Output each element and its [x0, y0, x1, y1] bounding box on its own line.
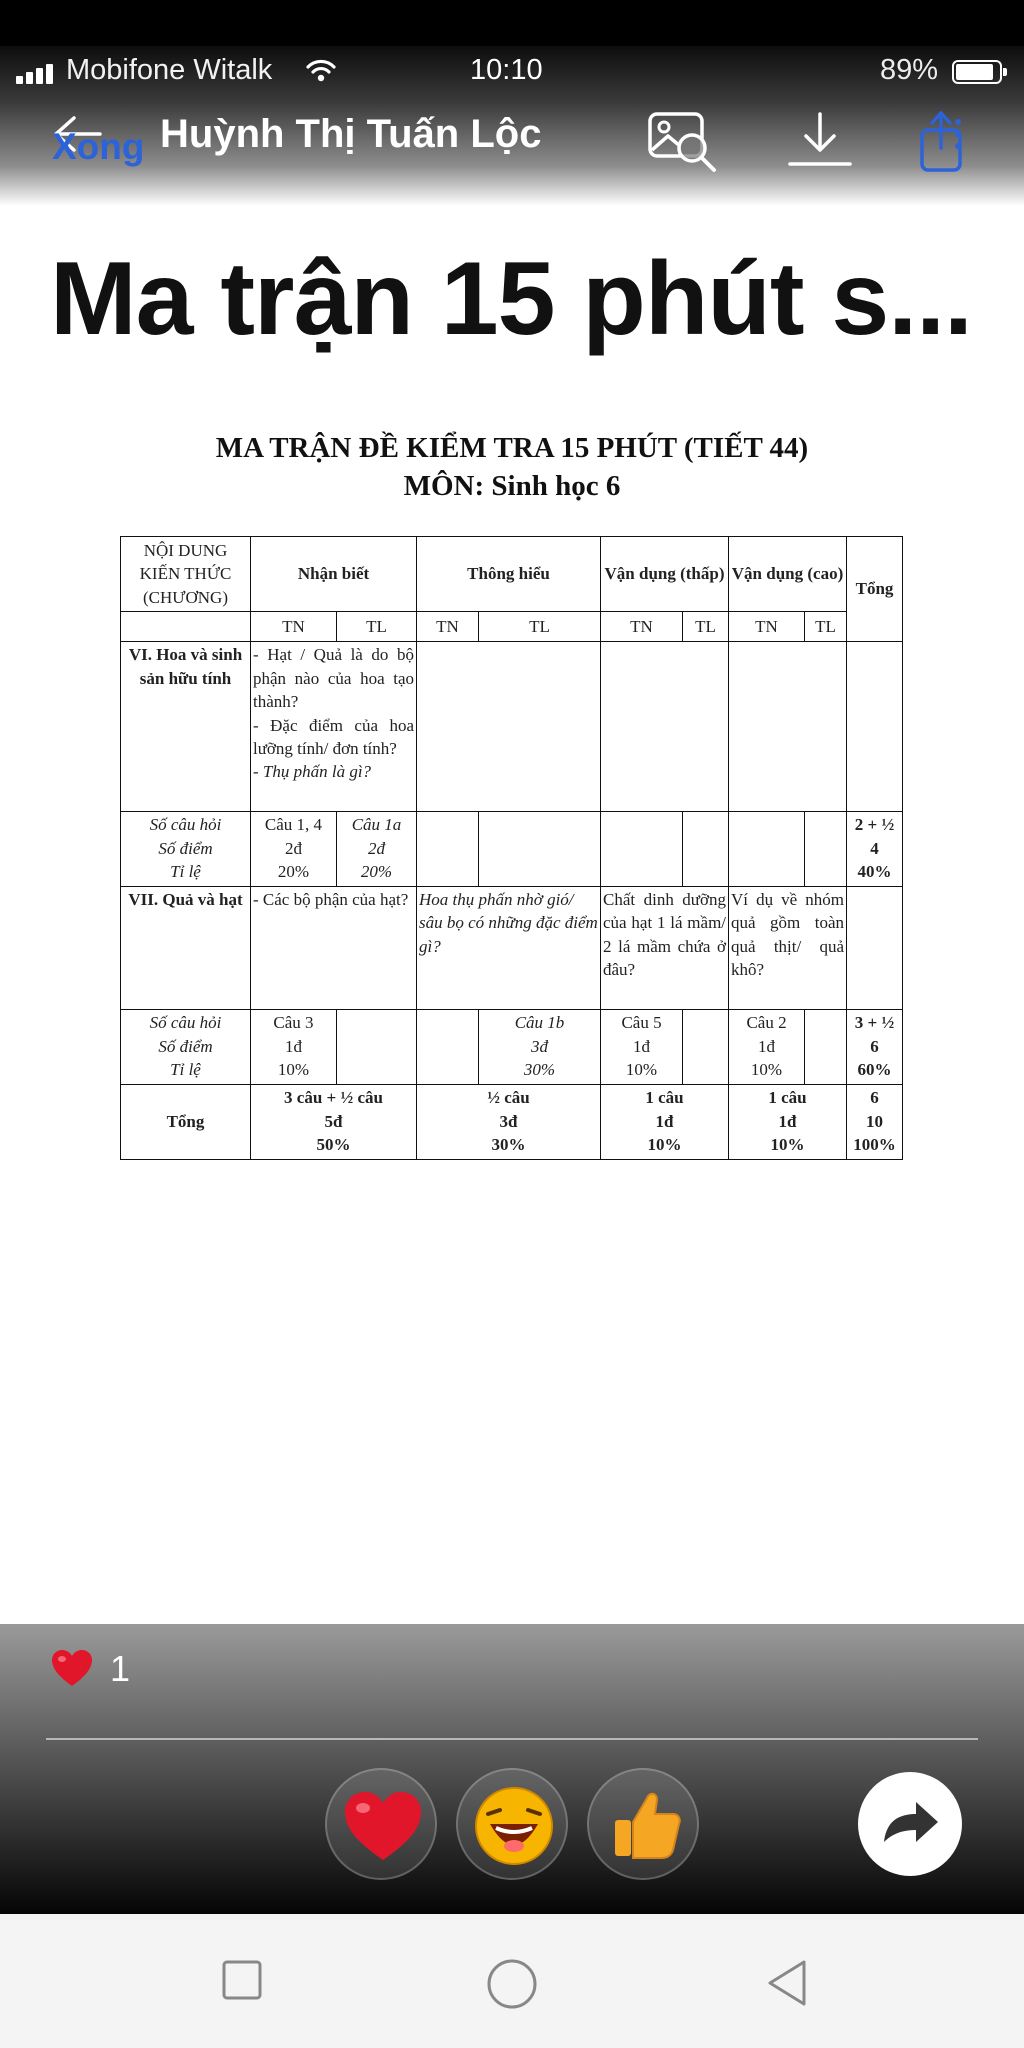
- chapter-7-van-dung-thap: Chất dinh dưỡng của hạt 1 lá mầm/ 2 lá mầm chứa ở đâu?: [601, 886, 729, 1009]
- header-cell-nhan-biet: Nhận biết: [251, 537, 417, 612]
- recents-icon[interactable]: [222, 1960, 262, 2000]
- subheader-tl: TL: [479, 611, 601, 641]
- table-cell: [805, 1010, 847, 1085]
- status-bar: [0, 46, 1024, 96]
- chapter-7-vdc-stats: Câu 2 1đ 10%: [729, 1010, 805, 1085]
- exam-matrix-table: [120, 536, 903, 1160]
- chapter-7-vdt-stats: Câu 5 1đ 10%: [601, 1010, 683, 1085]
- share-icon[interactable]: [908, 108, 984, 174]
- table-cell: [417, 1010, 479, 1085]
- table-row-chapter-7: [121, 886, 903, 1009]
- image-search-icon[interactable]: [646, 108, 722, 174]
- table-row-chapter-6: [121, 642, 903, 812]
- chapter-7-th-tl-stats: Câu 1b 3đ 30%: [479, 1010, 601, 1085]
- table-cell: [847, 886, 903, 1009]
- chapter-6-nb-item: - Hạt / Quả là do bộ phận nào của hoa tạo thành?: [253, 645, 415, 712]
- table-row-chapter-6-stats: [121, 812, 903, 887]
- carrier-name: Mobifone Witalk: [66, 54, 273, 86]
- table-cell: [729, 812, 805, 887]
- chapter-6-total-stats: 2 + ½ 4 40%: [847, 812, 903, 887]
- back-icon[interactable]: [764, 1958, 810, 2008]
- chapter-7-total-stats: 3 + ½ 6 60%: [847, 1010, 903, 1085]
- header-cell-tong: Tổng: [847, 537, 903, 642]
- laugh-reaction-icon: [458, 1770, 570, 1882]
- home-icon[interactable]: [486, 1958, 538, 2010]
- total-label: Tổng: [121, 1085, 251, 1160]
- table-cell: [121, 611, 251, 641]
- chapter-6-nb-item: - Thụ phấn là gì?: [253, 762, 372, 782]
- subheader-tl: TL: [683, 611, 729, 641]
- thumbs-up-reaction-button[interactable]: [587, 1768, 699, 1880]
- chapter-6-nhan-biet: [251, 642, 417, 812]
- sender-name: Huỳnh Thị Tuấn Lộc: [160, 112, 542, 156]
- battery-icon: [952, 60, 1002, 84]
- chapter-7-nb-tn-stats: Câu 3 1đ 10%: [251, 1010, 337, 1085]
- clock: 10:10: [470, 54, 543, 86]
- header-cell-content: NỘI DUNG KIẾN THỨC (CHƯƠNG): [121, 537, 251, 612]
- sheet-title: MA TRẬN ĐỀ KIỂM TRA 15 PHÚT (TIẾT 44): [215, 432, 809, 464]
- navigation-bar: [0, 1914, 1024, 2048]
- battery-percentage: 89%: [880, 54, 939, 86]
- table-cell: [729, 642, 847, 812]
- header-cell-van-dung-thap: Vận dụng (thấp): [601, 537, 729, 612]
- subheader-tl: TL: [805, 611, 847, 641]
- header-cell-thong-hieu: Thông hiểu: [417, 537, 601, 612]
- forward-arrow-icon: [858, 1772, 962, 1876]
- header-cell-van-dung-cao: Vận dụng (cao): [729, 537, 847, 612]
- table-cell: [847, 642, 903, 812]
- heart-reaction-button[interactable]: [325, 1768, 437, 1880]
- total-van-dung-thap: 1 câu 1đ 10%: [601, 1085, 729, 1160]
- total-nhan-biet: 3 câu + ½ câu 5đ 50%: [251, 1085, 417, 1160]
- subheader-tn: TN: [251, 611, 337, 641]
- signal-icon: [16, 64, 56, 84]
- heart-icon: [50, 1648, 94, 1688]
- chapter-6-nb-tl-stats: Câu 1a 2đ 20%: [337, 812, 417, 887]
- total-thong-hieu: ½ câu 3đ 30%: [417, 1085, 601, 1160]
- heart-reaction-icon: [327, 1770, 439, 1882]
- table-cell: [683, 1010, 729, 1085]
- thumbs-up-icon: [589, 1770, 701, 1882]
- table-cell: [479, 812, 601, 887]
- chapter-7-nhan-biet: - Các bộ phận của hạt?: [251, 886, 417, 1009]
- done-button[interactable]: Xong: [52, 126, 145, 167]
- table-cell: [417, 812, 479, 887]
- total-all: 6 10 100%: [847, 1085, 903, 1160]
- chapter-7-thong-hieu: Hoa thụ phấn nhờ gió/ sâu bọ có những đặc điểm gì?: [417, 886, 601, 1009]
- table-cell: [601, 642, 729, 812]
- table-cell: [683, 812, 729, 887]
- table-header-row: [121, 537, 903, 612]
- chapter-6-title: VI. Hoa và sinh sản hữu tính: [121, 642, 251, 812]
- chapter-7-title: VII. Quả và hạt: [121, 886, 251, 1009]
- chapter-6-nb-item: - Đặc điểm của hoa lưỡng tính/ đơn tính?: [253, 715, 415, 758]
- total-van-dung-cao: 1 câu 1đ 10%: [729, 1085, 847, 1160]
- chapter-7-van-dung-cao: Ví dụ về nhóm quả gồm toàn quả thịt/ quả khô?: [729, 886, 847, 1009]
- table-cell: [805, 812, 847, 887]
- table-row-chapter-7-stats: [121, 1010, 903, 1085]
- table-subheader-row: [121, 611, 903, 641]
- table-cell: [337, 1010, 417, 1085]
- forward-share-button[interactable]: [858, 1772, 962, 1876]
- laugh-reaction-button[interactable]: [456, 1768, 568, 1880]
- divider: [46, 1738, 978, 1740]
- wifi-icon: [306, 58, 336, 84]
- subheader-tl: TL: [337, 611, 417, 641]
- subheader-tn: TN: [417, 611, 479, 641]
- table-row-total: [121, 1085, 903, 1160]
- download-icon[interactable]: [782, 108, 858, 174]
- subheader-tn: TN: [729, 611, 805, 641]
- reaction-count: 1: [110, 1648, 131, 1689]
- document-title: Ma trận 15 phút s...: [50, 241, 972, 357]
- chapter-6-nb-tn-stats: Câu 1, 4 2đ 20%: [251, 812, 337, 887]
- phone-top-bezel: [0, 0, 1024, 46]
- stats-labels: Số câu hỏi Số điểm Tỉ lệ: [121, 812, 251, 887]
- sheet-subtitle: MÔN: Sinh học 6: [403, 470, 621, 502]
- table-cell: [417, 642, 601, 812]
- stats-labels: Số câu hỏi Số điểm Tỉ lệ: [121, 1010, 251, 1085]
- table-cell: [601, 812, 683, 887]
- subheader-tn: TN: [601, 611, 683, 641]
